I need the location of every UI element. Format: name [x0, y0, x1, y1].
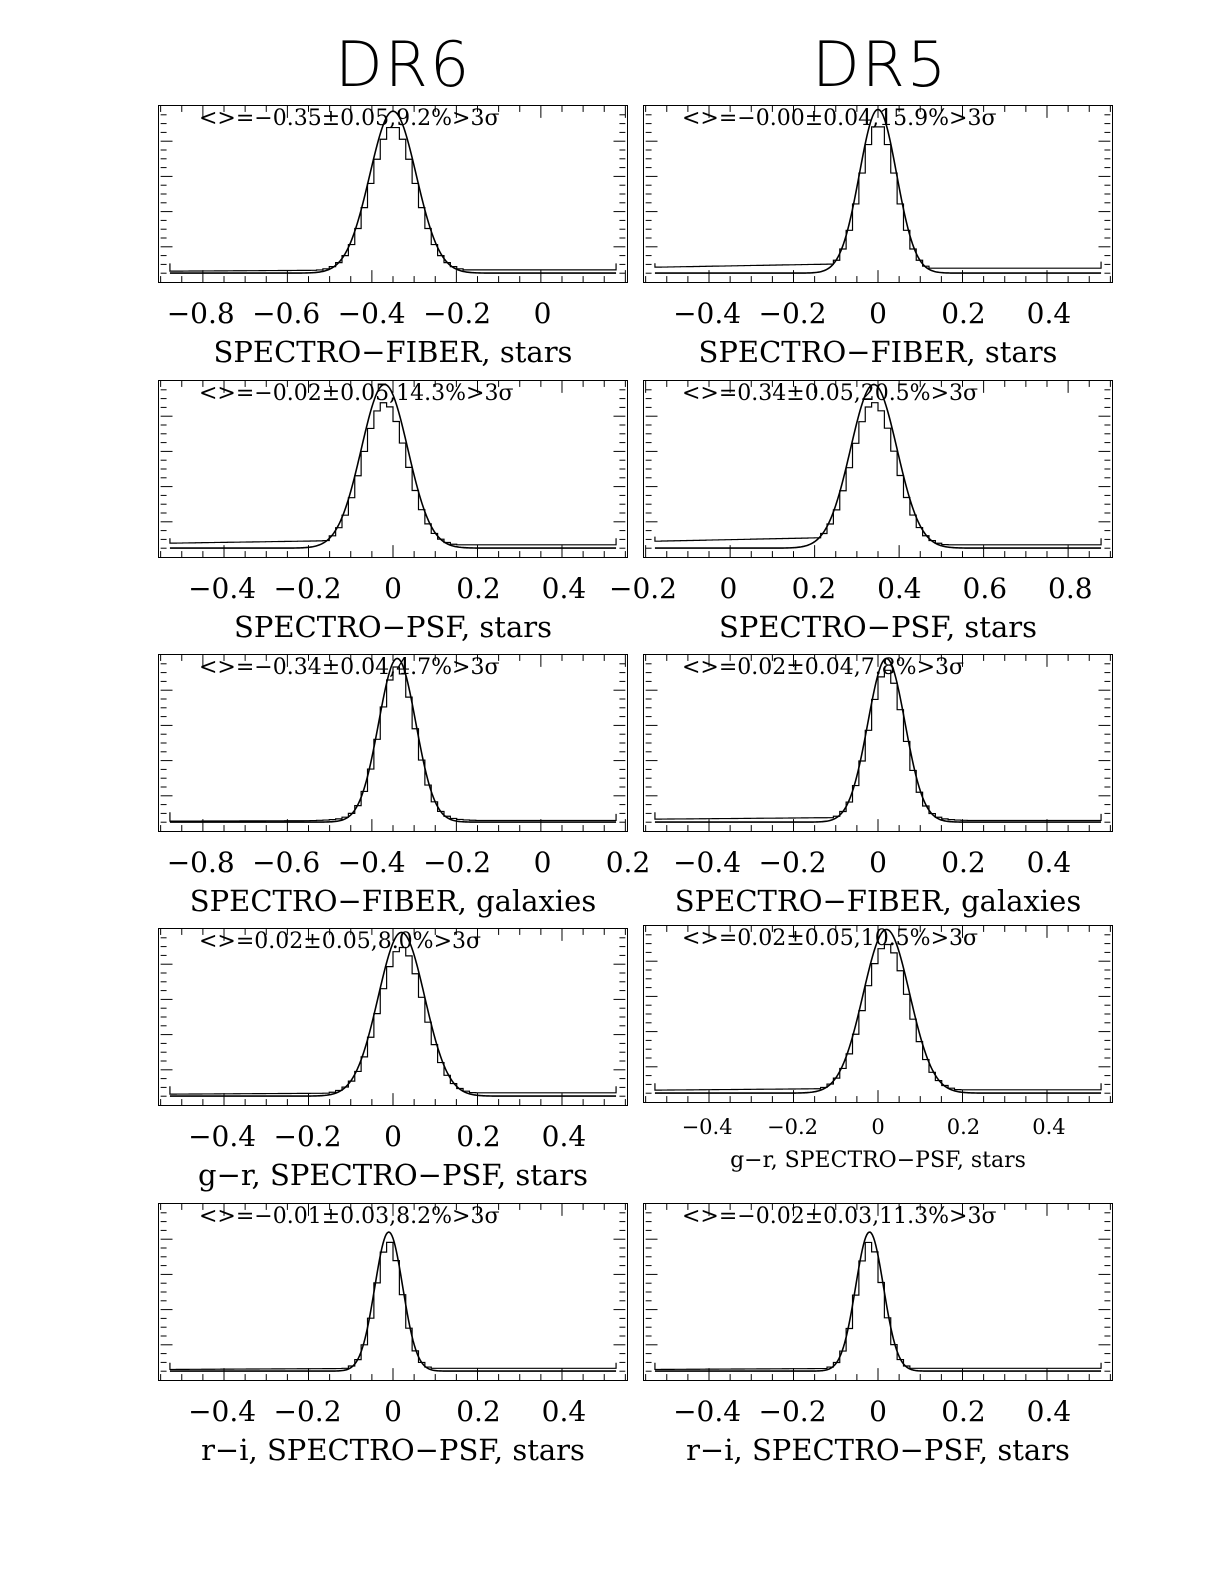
stat-annotation: <>=−0.01±0.03,8.2%>3σ [199, 1204, 500, 1229]
histogram-steps [170, 667, 616, 821]
histogram-plot [644, 926, 1112, 1102]
x-tick-label: 0 [384, 572, 402, 605]
histogram-steps [655, 403, 1101, 545]
histogram-plot [644, 381, 1112, 557]
histogram-plot [159, 106, 627, 282]
x-tick-label: −0.4 [673, 1395, 742, 1428]
x-tick-label: 0 [869, 846, 887, 879]
histogram-panel [158, 928, 628, 1106]
x-tick-label: 0 [869, 297, 887, 330]
x-tick-label: −0.2 [609, 572, 677, 605]
column-title-dr5: DR5 [812, 28, 949, 101]
histogram-steps [655, 127, 1101, 268]
x-tick-label: 0.2 [941, 297, 986, 330]
x-tick-label: −0.8 [166, 846, 235, 879]
stat-annotation: <>=0.02±0.05,8.0%>3σ [199, 929, 482, 954]
x-tick-label: −0.8 [166, 297, 235, 330]
histogram-panel [643, 105, 1113, 283]
histogram-steps [655, 670, 1101, 820]
histogram-steps [170, 1242, 616, 1369]
x-tick-label: −0.4 [337, 297, 406, 330]
x-tick-label: 0 [871, 1115, 885, 1139]
histogram-plot [644, 106, 1112, 282]
stat-annotation: <>=−0.02±0.03,11.3%>3σ [682, 1204, 997, 1229]
x-tick-label: −0.2 [758, 846, 827, 879]
x-tick-label: 0 [533, 297, 552, 330]
x-tick-label: 0.4 [541, 1395, 587, 1428]
x-axis-label: SPECTRO−PSF, stars [719, 610, 1037, 644]
x-tick-label: −0.4 [337, 846, 406, 879]
histogram-steps [170, 403, 616, 545]
x-tick-label: −0.2 [273, 1395, 342, 1428]
x-tick-label: 0.4 [1026, 1395, 1072, 1428]
x-tick-label: −0.2 [273, 1120, 342, 1153]
gaussian-fit-curve [655, 109, 1101, 273]
stat-annotation: <>=−0.34±0.04,4.7%>3σ [199, 655, 500, 680]
x-tick-label: −0.2 [767, 1115, 819, 1139]
x-tick-label: −0.4 [681, 1115, 733, 1139]
histogram-panel [158, 105, 628, 283]
histogram-panel [158, 380, 628, 558]
histogram-plot [644, 655, 1112, 831]
x-tick-label: −0.4 [673, 846, 742, 879]
x-tick-label: 0.4 [1026, 297, 1072, 330]
x-tick-label: −0.4 [188, 1395, 257, 1428]
x-axis-label: r−i, SPECTRO−PSF, stars [201, 1433, 585, 1467]
histogram-steps [170, 947, 616, 1094]
x-axis-label: SPECTRO−FIBER, stars [698, 335, 1058, 369]
histogram-panel [158, 654, 628, 832]
x-tick-label: 0.2 [456, 1120, 501, 1153]
x-tick-label: 0.2 [791, 572, 837, 605]
x-axis-label: SPECTRO−FIBER, stars [213, 335, 573, 369]
x-tick-label: −0.2 [273, 572, 342, 605]
x-tick-label: 0.2 [941, 846, 986, 879]
x-tick-label: 0 [719, 572, 738, 605]
x-axis-label: SPECTRO−FIBER, galaxies [189, 884, 597, 918]
histogram-plot [644, 1204, 1112, 1380]
histogram-plot [159, 1204, 627, 1380]
gaussian-fit-curve [170, 658, 616, 822]
gaussian-fit-curve [170, 111, 616, 273]
x-tick-label: 0 [533, 846, 552, 879]
histogram-panel [643, 1203, 1113, 1381]
x-tick-label: 0.2 [456, 572, 501, 605]
histogram-plot [159, 381, 627, 557]
x-axis-label: SPECTRO−PSF, stars [234, 610, 552, 644]
histogram-steps [170, 128, 616, 272]
x-tick-label: −0.2 [758, 297, 827, 330]
x-tick-label: 0 [384, 1120, 402, 1153]
stat-annotation: <>=−0.02±0.05,14.3%>3σ [199, 381, 514, 406]
x-tick-label: 0 [384, 1395, 402, 1428]
x-axis-label: SPECTRO−FIBER, galaxies [674, 884, 1082, 918]
column-title-dr6: DR6 [335, 28, 472, 101]
x-axis-label: g−r, SPECTRO−PSF, stars [198, 1158, 588, 1192]
x-axis-label: r−i, SPECTRO−PSF, stars [686, 1433, 1070, 1467]
histogram-steps [655, 1242, 1101, 1369]
stat-annotation: <>=−0.00±0.04,15.9%>3σ [682, 106, 997, 131]
stat-annotation: <>=0.34±0.05,20.5%>3σ [682, 381, 979, 406]
x-tick-label: −0.6 [252, 846, 321, 879]
x-tick-label: 0.4 [877, 572, 922, 605]
x-tick-label: −0.4 [188, 1120, 257, 1153]
x-tick-label: 0 [869, 1395, 887, 1428]
histogram-panel [158, 1203, 628, 1381]
x-tick-label: 0.2 [456, 1395, 501, 1428]
histogram-plot [159, 929, 627, 1105]
stat-annotation: <>=−0.35±0.05,9.2%>3σ [199, 106, 500, 131]
x-tick-label: −0.2 [758, 1395, 827, 1428]
histogram-steps [655, 944, 1101, 1090]
histogram-plot [159, 655, 627, 831]
x-axis-label: g−r, SPECTRO−PSF, stars [730, 1148, 1026, 1173]
x-tick-label: 0.4 [1032, 1115, 1066, 1139]
x-tick-label: 0.6 [962, 572, 1008, 605]
x-tick-label: −0.4 [673, 297, 742, 330]
x-tick-label: 0.2 [941, 1395, 986, 1428]
x-tick-label: 0.8 [1048, 572, 1093, 605]
x-tick-label: 0.2 [946, 1115, 981, 1139]
x-tick-label: −0.2 [423, 297, 492, 330]
x-tick-label: 0.4 [541, 1120, 587, 1153]
x-tick-label: −0.2 [423, 846, 492, 879]
x-tick-label: −0.6 [252, 297, 321, 330]
x-tick-label: 0.4 [1026, 846, 1072, 879]
x-tick-label: 0.4 [541, 572, 587, 605]
stat-annotation: <>=0.02±0.04,7.8%>3σ [682, 655, 965, 680]
histogram-panel [643, 654, 1113, 832]
x-tick-label: 0.2 [605, 846, 651, 879]
histogram-panel [643, 380, 1113, 558]
histogram-panel [643, 925, 1113, 1103]
x-tick-label: −0.4 [188, 572, 257, 605]
stat-annotation: <>=0.02±0.05,10.5%>3σ [682, 926, 979, 951]
